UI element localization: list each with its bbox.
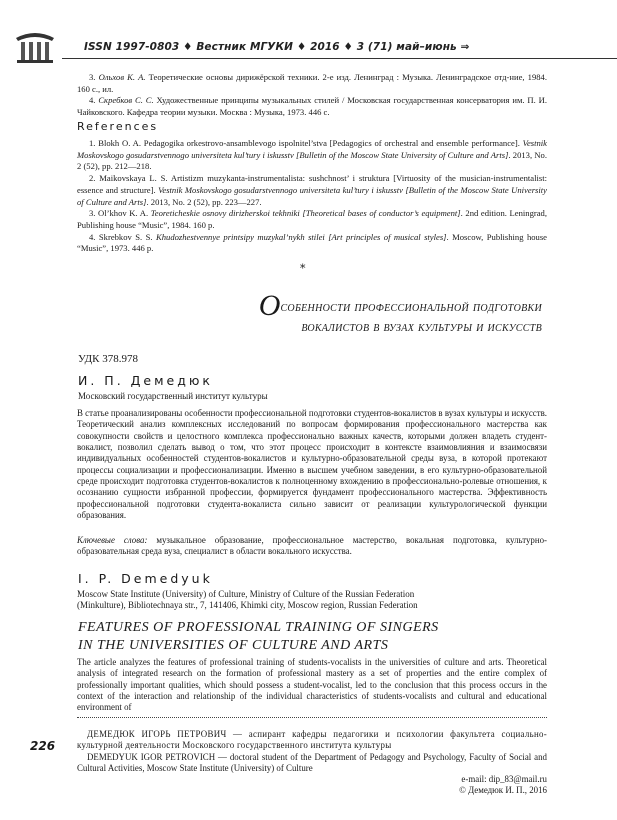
- reference-item: 4. Skrebkov S. S. Khudozhestvennye printsipy muzykal’nykh stilei [Art principles of musical styles]. Moscow, Publishing house “Music”, 1973. 446 p.: [77, 231, 548, 254]
- keywords-ru: Ключевые слова: музыкальное образование, профессиональное мастерство, вокальная подготовка, культурно-образовательная среда вуза, специалист в области вокального искусства.: [77, 535, 547, 557]
- udc-code: УДК 378.978: [78, 353, 139, 365]
- references-heading: References: [77, 120, 159, 133]
- abstract-ru: В статье проанализированы особенности профессиональной подготовки студентов-вокалистов в вузах культуры и искусств. Теоретический анализ комплексных исследований по вопросам формирования профессионального мастерства как совокупности свойств и целостного комплекса профессионально важных качеств, которыми должен владеть студент-вокалист, позволил сделать вывод о том, что этот процесс происходит в контексте взаимовлияния и взаимосвязи индивидуальных особенностей студентов-вокалистов и культурно-образовательной среды вуза, в которой протекают процессы социализации и профессионализации. Именно в высшем учебном заведении, в его культурно-образовательной среде происходит подготовка студентов-вокалистов к полноценному вхождению в профессионально-ролевые отношения, к осознанию сущности избранной профессии, формируется фундамент профессионального мастерства. Эффективность профессиональной подготовки студента-вокалиста сильно зависит от реализации культурологической функции образования.: [77, 408, 547, 521]
- author-name-ru: И. П. Демедюк: [78, 373, 213, 388]
- journal-logo-icon: [12, 30, 58, 66]
- abstract-en: The article analyzes the features of professional training of students-vocalists in the universities of culture and arts. Theoretical analysis of integrated research on the formation of professional mastery as a set of properties and the entire complex of professionally important qualities, which should possess a student-vocalist, led to the conclusion that this process occurs in the context of the interaction and relationship of the individual characteristics of students-vocalists and cultural and educational environment of: [77, 657, 547, 713]
- reference-item: 3. Ol’khov K. A. Teoreticheskie osnovy dirizherskoi tekhniki [Theoretical bases of conductor’s equipment]. 2nd edition. Leningrad, Publishing house “Music”, 1984. 160 p.: [77, 208, 547, 230]
- author-bio-ru: ДЕМЕДЮК ИГОРЬ ПЕТРОВИЧ — аспирант кафедры педагогики и психологии факультета социально-культурной деятельности Московского государственного института культуры: [77, 729, 547, 751]
- title-drop-cap: О: [258, 289, 281, 322]
- header-rule: [62, 58, 617, 59]
- references-en: [77, 138, 547, 255]
- author-bio: [77, 729, 547, 774]
- reference-item: 4. Скребков С. С. Художественные принципы музыкальных стилей / Московская государственная консерватория им. П. И. Чайковского. Кафедра теории музыки. Москва : Музыка, 1973. 446 с.: [77, 95, 547, 118]
- article-title-ru: Особенности профессиональной подготовки вокалистов в вузах культуры и искусств: [258, 289, 542, 335]
- footnote-divider: [77, 717, 547, 718]
- author-email: e-mail: dip_83@mail.ru: [461, 774, 547, 784]
- references-ru: [77, 72, 547, 119]
- affiliation-ru: Московский государственный институт культуры: [78, 391, 268, 401]
- reference-item: 2. Maikovskaya L. S. Artistizm muzykanta-instrumentalista: sushchnost’ i struktura [Virtuosity of the musician-instrumentalist: essence and structure]. Vestnik Moskovskogo gosudarstvennogo universiteta kul’tury i iskusstv [Bulletin of the Moscow State University of Culture and Arts]. 2013, No. 2 (52), pp. 223—227.: [77, 173, 547, 207]
- reference-item: 1. Blokh O. A. Pedagogika orkestrovo-ansamblevogo ispolnitel’stva [Pedagogics of orchestral and ensemble performance]. Vestnik Moskovskogo gosudarstvennogo universiteta kul’tury i iskusstv [Bulletin of the Moscow State University of Culture and Arts]. 2013, No. 2 (52), pp. 212—218.: [77, 138, 547, 172]
- journal-issue-info: ISSN 1997-0803 ♦ Вестник МГУКИ ♦ 2016 ♦ 3 (71) май–июнь ⇒: [84, 41, 470, 53]
- copyright: © Демедюк И. П., 2016: [459, 785, 547, 796]
- journal-header: [62, 36, 617, 58]
- reference-item: 3. Ольхов К. А. Теоретические основы дирижёрской техники. 2-е изд. Ленинград : Музыка. Ленинградское отд-ние, 1984. 160 с., ил.: [77, 72, 547, 94]
- author-bio-en: DEMEDYUK IGOR PETROVICH — doctoral student of the Department of Pedagogy and Psychology, Faculty of Social and Cultural Activities, Moscow State Institute (University) of Culture: [77, 751, 547, 773]
- article-title-en: FEATURES OF PROFESSIONAL TRAINING OF SINGERS IN THE UNIVERSITIES OF CULTURE AND ARTS: [78, 620, 439, 653]
- keywords-label: Ключевые слова:: [77, 535, 148, 545]
- author-name-en: I. P. Demedyuk: [78, 571, 213, 586]
- page-number: 226: [30, 739, 56, 753]
- section-separator: *: [300, 262, 306, 275]
- affiliation-en: Moscow State Institute (University) of Culture, Ministry of Culture of the Russian Federation (Minkulture), Bibliotechnaya str., 7, 141406, Khimki city, Moscow region, Russian Federation: [77, 589, 418, 611]
- author-contact: [377, 774, 547, 797]
